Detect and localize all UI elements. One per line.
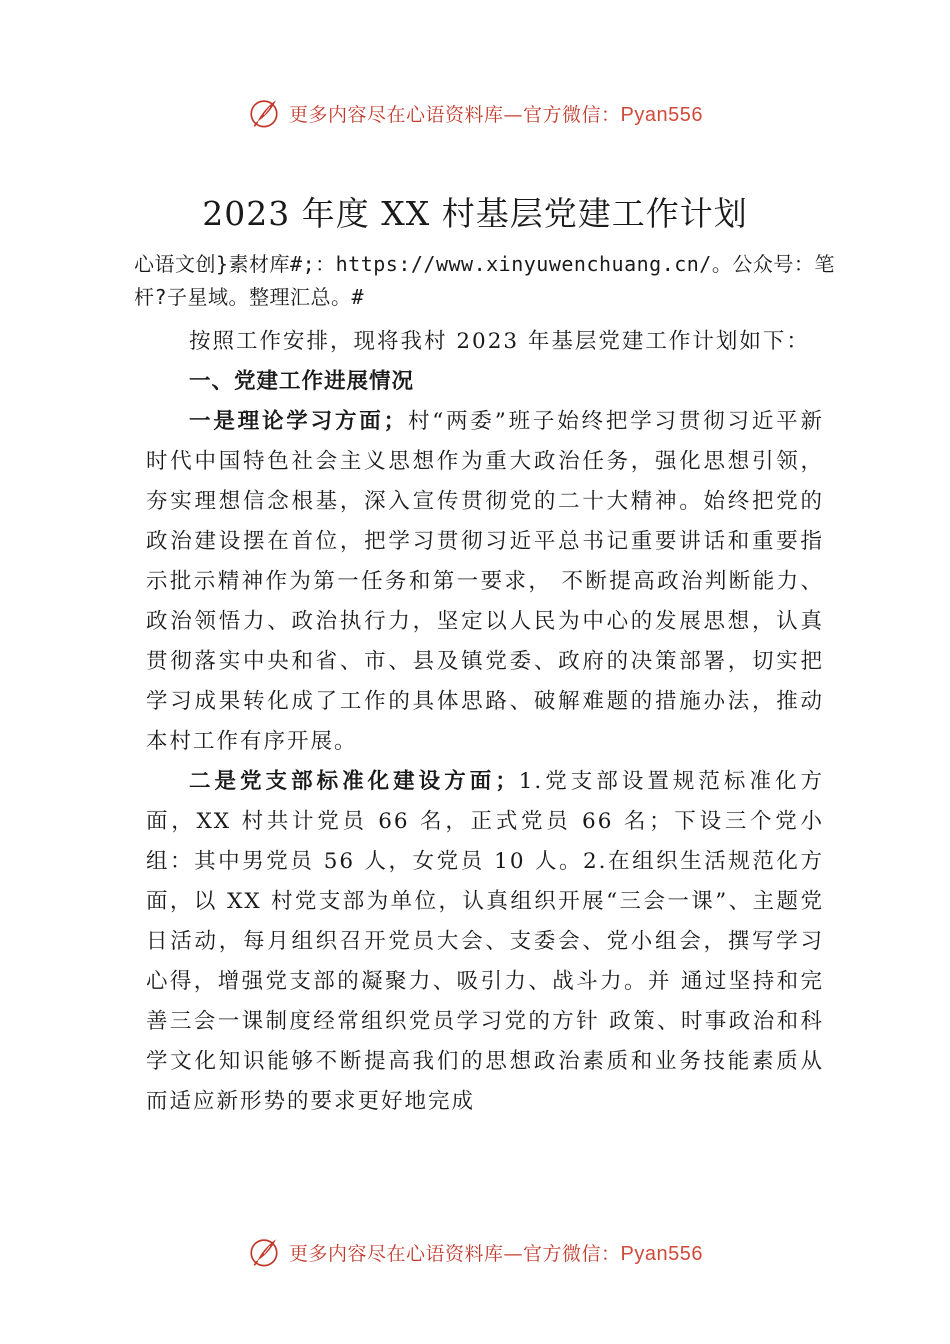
paragraph-body: 1.党支部设置规范标准化方面，XX 村共计党员 66 名，正式党员 66 名；下设三个党小组：其中男党员 56 人，女党员 10 人。2.在组织生活规范化方面，以 XX 村党支部为单位，认真组织开展“三会一课”、主题党日活动，每月组织召开党员大会、支委会、党小组会，撰写学习心得，增强党支部的凝聚力、吸引力、战斗力。并 通过坚持和完善三会一课制度经常组织党员学习党的方针 政策、时事政治和科学文化知识能够不断提高我们的思想政治素质和业务技能素质从而适应新形势的要求更好地完成: [146, 769, 824, 1114]
paragraph-lead: 一是理论学习方面；: [189, 409, 408, 434]
intro-paragraph: 按照工作安排，现将我村 2023 年基层党建工作计划如下：: [189, 329, 810, 354]
section-heading: 一、党建工作进展情况: [189, 369, 415, 394]
quill-pen-icon: [247, 96, 281, 130]
paragraph-body: 村“两委”班子始终把学习贯彻习近平新时代中国特色社会主义思想作为重大政治任务，强化思想引领，夯实理想信念根基，深入宣传贯彻党的二十大精神。始终把党的政治建设摆在首位，把学习贯彻习近平总书记重要讲话和重要指示批示精神作为第一任务和第一要求， 不断提高政治判断能力、政治领悟力、政治执行力，坚定以人民为中心的发展思想，认真贯彻落实中央和省、市、县及镇党委、政府的决策部署，切实把学习成果转化成了工作的具体思路、破解难题的措施办法，推动本村工作有序开展。: [146, 409, 824, 754]
document-body: [146, 322, 824, 1122]
paragraph-lead: 二是党支部标准化建设方面；: [189, 769, 519, 794]
document-title: 2023 年度 XX 村基层党建工作计划: [202, 194, 748, 233]
quill-pen-icon: [247, 1235, 281, 1269]
watermark-text: 更多内容尽在心语资料库—官方微信：Pyan556: [289, 1242, 703, 1265]
paragraph-theory-study: [146, 402, 824, 762]
header-watermark: [0, 96, 950, 130]
footer-watermark: [0, 1235, 950, 1269]
source-note: 心语文创}素材库#;：https://www.xinyuwenchuang.cn/。公众号：笔杆?子星域。整理汇总。#: [134, 252, 835, 309]
paragraph-branch-standardization: [146, 762, 824, 1122]
watermark-text: 更多内容尽在心语资料库—官方微信：Pyan556: [289, 103, 703, 126]
